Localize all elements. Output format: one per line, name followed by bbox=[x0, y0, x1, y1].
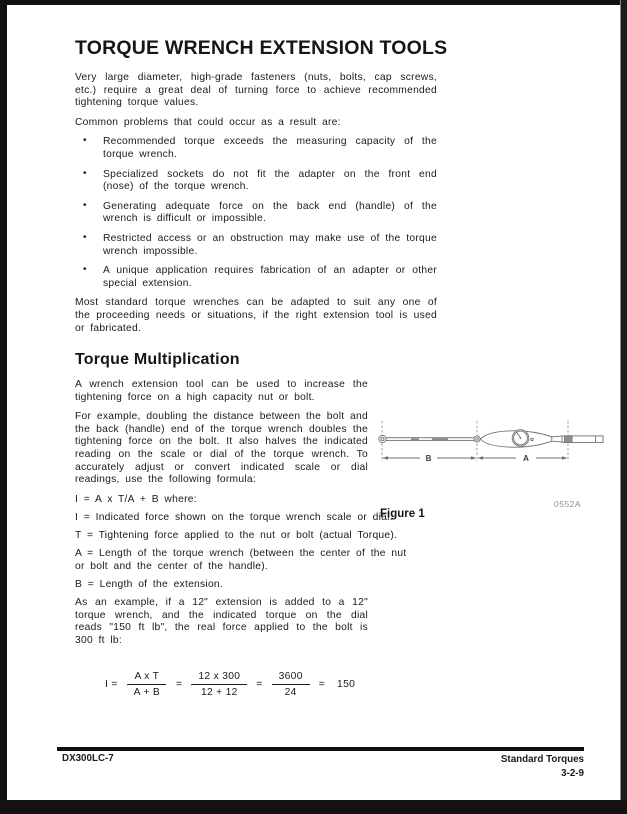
figure-caption: Figure 1 bbox=[380, 508, 425, 520]
formula-result: 150 bbox=[337, 679, 356, 691]
bullet-icon: • bbox=[83, 167, 87, 179]
definition-line: B = Length of the extension. bbox=[75, 578, 224, 590]
figure-1 bbox=[375, 405, 615, 533]
scan-border-right bbox=[620, 0, 627, 814]
bullet-icon: • bbox=[83, 199, 87, 211]
bullet-icon: • bbox=[83, 264, 87, 276]
footer-page-info bbox=[501, 753, 584, 780]
list-item bbox=[75, 136, 437, 161]
list-item-text: Generating adequate force on the back end (handle) of the wrench is difficult or impossible. bbox=[103, 200, 437, 225]
figure-reference-code: 0552A bbox=[554, 499, 582, 509]
list-item-text: Recommended torque exceeds the measuring capacity of the torque wrench. bbox=[103, 136, 437, 160]
page-content bbox=[75, 37, 448, 699]
fraction-denominator: 12 + 12 bbox=[200, 687, 238, 699]
fraction-denominator: 24 bbox=[284, 687, 297, 699]
formula-fraction bbox=[272, 671, 310, 698]
definition-line: T = Tightening force applied to the nut or bolt (actual Torque). bbox=[75, 530, 398, 542]
equals-sign: = bbox=[256, 679, 263, 691]
fraction-numerator: A x T bbox=[127, 671, 166, 685]
footer-section-name: Standard Torques bbox=[500, 754, 584, 765]
equals-sign: = bbox=[176, 679, 183, 691]
dimension-label-a: A bbox=[523, 453, 529, 463]
list-item bbox=[75, 201, 437, 226]
footer-page-number: 3-2-9 bbox=[561, 767, 584, 779]
section-paragraph: A wrench extension tool can be used to increase the tightening force on a high capacity nut or bolt. bbox=[75, 379, 368, 403]
summary-paragraph: Most standard torque wrenches can be adapted to suit any one of the proceeding needs or situations, if the right extension tool is used or fabricated. bbox=[75, 297, 437, 334]
list-item-text: A unique application requires fabrication of an adapter or other special extension. bbox=[103, 265, 437, 289]
list-item bbox=[75, 265, 437, 290]
problem-list bbox=[75, 136, 437, 290]
example-formula bbox=[105, 671, 425, 698]
list-item bbox=[75, 169, 437, 194]
equals-sign: = bbox=[318, 679, 326, 691]
intro-paragraph: Very large diameter, high-grade fasteners (nuts, bolts, cap screws, etc.) require a great deal of turning force to achieve recommended tightening torque values. bbox=[75, 72, 437, 109]
formula-statement: I = A x T/A + B where: bbox=[75, 493, 197, 505]
scan-border-left bbox=[0, 0, 7, 814]
section-heading: Torque Multiplication bbox=[75, 351, 240, 369]
section-paragraph: For example, doubling the distance between the bolt and the back (handle) end of the torque wrench doubles the tightening force on the bolt. It also halves the indicated reading on the scale or dial of the torque wrench. To accurately adjust or convert indicated scale or dial readings, use the following formula: bbox=[75, 411, 368, 486]
section-paragraph: As an example, if a 12" extension is added to a 12" torque wrench, and the indicated torque on the dial reads "150 ft lb", the real force applied to the bolt is 300 ft lb: bbox=[75, 596, 368, 646]
dimension-label-b: B bbox=[425, 453, 432, 463]
definition-line: I = Indicated force shown on the torque wrench scale or dial. bbox=[75, 511, 393, 523]
list-item-text: Specialized sockets do not fit the adapter on the front end (nose) of the torque wrench. bbox=[103, 168, 437, 193]
scan-border-bottom bbox=[0, 800, 627, 814]
bullet-icon: • bbox=[83, 135, 87, 147]
formula-fraction bbox=[191, 671, 247, 698]
fraction-numerator: 12 x 300 bbox=[191, 671, 247, 685]
footer-model-number: DX300LC-7 bbox=[62, 753, 114, 764]
intro-paragraph: Common problems that could occur as a result are: bbox=[75, 116, 341, 128]
torque-wrench-diagram bbox=[375, 405, 615, 485]
formula-lhs: I = bbox=[105, 679, 118, 691]
footer-rule bbox=[57, 747, 584, 751]
bullet-icon: • bbox=[83, 231, 87, 243]
list-item-text: Restricted access or an obstruction may make use of the torque wrench impossible. bbox=[103, 232, 437, 257]
list-item bbox=[75, 233, 437, 258]
formula-fraction bbox=[127, 671, 167, 698]
fraction-numerator: 3600 bbox=[272, 671, 310, 685]
scan-border-top bbox=[0, 0, 627, 5]
definition-line: A = Length of the torque wrench (between the center of the nut or bolt and the center of the handle). bbox=[75, 548, 407, 572]
page-title: TORQUE WRENCH EXTENSION TOOLS bbox=[75, 37, 448, 59]
fraction-denominator: A + B bbox=[133, 687, 161, 699]
